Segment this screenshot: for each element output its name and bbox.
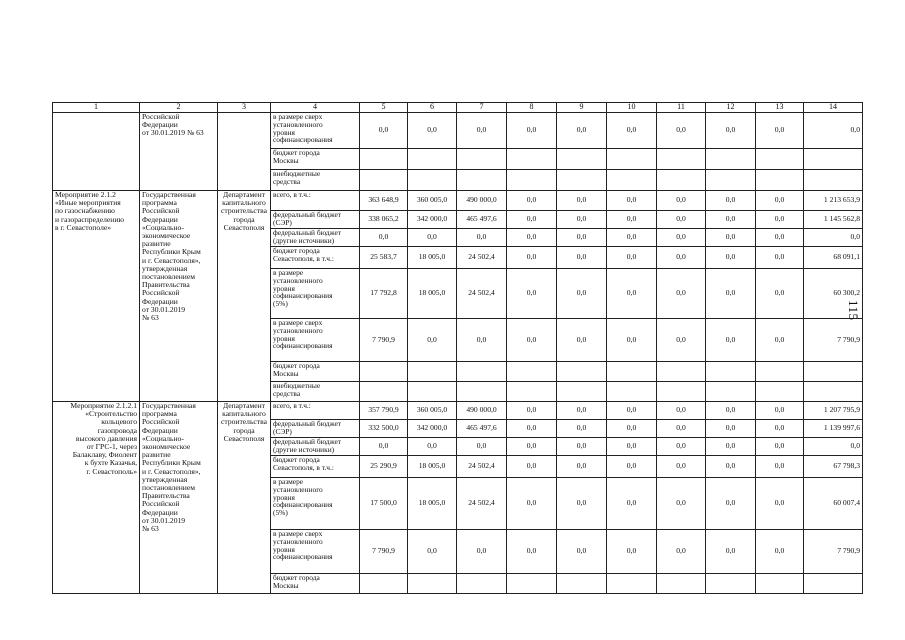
funding-source-cell: в размере установленного уровня софинансирования (5%): [271, 269, 360, 319]
total-cell: 68 091,1: [804, 247, 863, 269]
amount-cell: 0,0: [557, 229, 607, 247]
amount-cell: 0,0: [756, 456, 804, 478]
funding-source-cell: бюджет города Москвы: [271, 149, 360, 170]
amount-cell: 0,0: [706, 229, 756, 247]
program-cell: Государственная программа Российской Федерации «Социально- экономическое развитие Республики Крым и г. Севастополя», утвержденная постановлением Правительства Российской Федерации от 30.01.2019 № 63: [140, 402, 218, 594]
amount-cell: 0,0: [408, 530, 457, 574]
column-number-12: 12: [706, 103, 756, 113]
amount-cell: [457, 362, 507, 382]
amount-cell: 0,0: [607, 211, 657, 229]
amount-cell: 490 000,0: [457, 191, 507, 211]
amount-cell: [557, 170, 607, 191]
amount-cell: 17 500,0: [360, 478, 408, 530]
amount-cell: 0,0: [756, 530, 804, 574]
funding-source-cell: федеральный бюджет (СЭР): [271, 211, 360, 229]
amount-cell: 0,0: [756, 478, 804, 530]
total-cell: 1 213 653,9: [804, 191, 863, 211]
amount-cell: [607, 574, 657, 594]
amount-cell: 0,0: [706, 211, 756, 229]
amount-cell: 363 648,9: [360, 191, 408, 211]
amount-cell: [557, 574, 607, 594]
amount-cell: 25 290,9: [360, 456, 408, 478]
total-cell: [804, 149, 863, 170]
column-number-1: 1: [53, 103, 140, 113]
funding-source-cell: федеральный бюджет (другие источники): [271, 229, 360, 247]
total-cell: 7 790,9: [804, 319, 863, 362]
amount-cell: 0,0: [657, 269, 706, 319]
funding-source-cell: внебюджетные средства: [271, 170, 360, 191]
table-row: [53, 191, 863, 211]
total-cell: 0,0: [804, 438, 863, 456]
amount-cell: 0,0: [507, 478, 557, 530]
amount-cell: 0,0: [557, 478, 607, 530]
amount-cell: 0,0: [507, 420, 557, 438]
amount-cell: [657, 382, 706, 402]
total-cell: 0,0: [804, 113, 863, 149]
amount-cell: 0,0: [706, 191, 756, 211]
measure-cell: Мероприятие 2.1.2.1 «Строительство кольцевого газопровода высокого давления от ГРС-1, через Балаклаву, Фиолент к бухте Казачья, г. Севастополь»: [53, 402, 140, 594]
amount-cell: 490 000,0: [457, 402, 507, 420]
amount-cell: [360, 574, 408, 594]
measure-cell: [53, 113, 140, 191]
amount-cell: [756, 170, 804, 191]
amount-cell: 0,0: [557, 530, 607, 574]
amount-cell: 0,0: [657, 229, 706, 247]
amount-cell: 0,0: [756, 229, 804, 247]
amount-cell: 0,0: [706, 478, 756, 530]
amount-cell: [360, 149, 408, 170]
amount-cell: [557, 382, 607, 402]
total-cell: [804, 170, 863, 191]
funding-source-cell: всего, в т.ч.:: [271, 191, 360, 211]
amount-cell: [756, 149, 804, 170]
amount-cell: 0,0: [557, 191, 607, 211]
amount-cell: 0,0: [756, 420, 804, 438]
total-cell: 0,0: [804, 229, 863, 247]
amount-cell: 0,0: [507, 456, 557, 478]
funding-source-cell: в размере сверх установленного уровня софинансирования: [271, 319, 360, 362]
amount-cell: [706, 574, 756, 594]
amount-cell: [756, 362, 804, 382]
amount-cell: [408, 362, 457, 382]
funding-source-cell: бюджет города Москвы: [271, 574, 360, 594]
amount-cell: 0,0: [756, 319, 804, 362]
amount-cell: 0,0: [706, 402, 756, 420]
amount-cell: 7 790,9: [360, 319, 408, 362]
funding-source-cell: бюджет города Севастополя, в т.ч.:: [271, 247, 360, 269]
amount-cell: 0,0: [657, 319, 706, 362]
column-number-11: 11: [657, 103, 706, 113]
amount-cell: [607, 149, 657, 170]
measure-cell: Мероприятие 2.1.2 «Иные мероприятия по газоснабжению и газораспределению в г. Севастополе»: [53, 191, 140, 402]
amount-cell: 0,0: [607, 456, 657, 478]
amount-cell: 0,0: [657, 456, 706, 478]
amount-cell: 0,0: [408, 319, 457, 362]
amount-cell: 0,0: [507, 191, 557, 211]
amount-cell: 0,0: [756, 269, 804, 319]
amount-cell: [360, 362, 408, 382]
amount-cell: 0,0: [607, 530, 657, 574]
amount-cell: [360, 170, 408, 191]
amount-cell: 0,0: [457, 113, 507, 149]
amount-cell: 0,0: [360, 229, 408, 247]
amount-cell: 0,0: [557, 247, 607, 269]
column-number-13: 13: [756, 103, 804, 113]
amount-cell: 18 005,0: [408, 456, 457, 478]
amount-cell: 0,0: [557, 402, 607, 420]
table-row: [53, 113, 863, 149]
amount-cell: [408, 170, 457, 191]
amount-cell: [657, 574, 706, 594]
amount-cell: [607, 382, 657, 402]
amount-cell: 0,0: [507, 402, 557, 420]
total-cell: 67 798,3: [804, 456, 863, 478]
column-number-14: 14: [804, 103, 863, 113]
amount-cell: 0,0: [706, 438, 756, 456]
funding-source-cell: в размере сверх установленного уровня софинансирования: [271, 530, 360, 574]
funding-source-cell: бюджет города Москвы: [271, 362, 360, 382]
total-cell: 7 790,9: [804, 530, 863, 574]
amount-cell: 7 790,9: [360, 530, 408, 574]
funding-source-cell: в размере установленного уровня софинансирования (5%): [271, 478, 360, 530]
amount-cell: [457, 574, 507, 594]
funding-source-cell: всего, в т.ч.:: [271, 402, 360, 420]
amount-cell: 0,0: [607, 247, 657, 269]
amount-cell: 0,0: [457, 530, 507, 574]
amount-cell: 18 005,0: [408, 247, 457, 269]
column-number-6: 6: [408, 103, 457, 113]
amount-cell: 0,0: [607, 319, 657, 362]
amount-cell: 0,0: [507, 211, 557, 229]
total-cell: [804, 574, 863, 594]
amount-cell: 0,0: [657, 113, 706, 149]
amount-cell: [507, 382, 557, 402]
amount-cell: 360 005,0: [408, 402, 457, 420]
amount-cell: 0,0: [507, 438, 557, 456]
amount-cell: 0,0: [557, 113, 607, 149]
amount-cell: 360 005,0: [408, 191, 457, 211]
amount-cell: 0,0: [557, 420, 607, 438]
amount-cell: [607, 170, 657, 191]
amount-cell: [706, 382, 756, 402]
amount-cell: [457, 382, 507, 402]
funding-source-cell: федеральный бюджет (СЭР): [271, 420, 360, 438]
amount-cell: 0,0: [706, 269, 756, 319]
funding-source-cell: внебюджетные средства: [271, 382, 360, 402]
column-number-2: 2: [140, 103, 218, 113]
amount-cell: [756, 382, 804, 402]
amount-cell: [557, 362, 607, 382]
amount-cell: 0,0: [408, 438, 457, 456]
amount-cell: 0,0: [657, 438, 706, 456]
amount-cell: 0,0: [657, 191, 706, 211]
total-cell: [804, 382, 863, 402]
amount-cell: [507, 149, 557, 170]
column-number-9: 9: [557, 103, 607, 113]
amount-cell: [657, 362, 706, 382]
total-cell: 60 007,4: [804, 478, 863, 530]
amount-cell: 342 000,0: [408, 420, 457, 438]
amount-cell: 25 583,7: [360, 247, 408, 269]
amount-cell: [756, 574, 804, 594]
amount-cell: 332 500,0: [360, 420, 408, 438]
amount-cell: 0,0: [607, 402, 657, 420]
amount-cell: 0,0: [706, 420, 756, 438]
amount-cell: 0,0: [360, 113, 408, 149]
amount-cell: 0,0: [507, 229, 557, 247]
amount-cell: 0,0: [607, 478, 657, 530]
amount-cell: 0,0: [607, 229, 657, 247]
total-cell: 1 145 562,8: [804, 211, 863, 229]
amount-cell: 0,0: [657, 420, 706, 438]
amount-cell: [408, 149, 457, 170]
amount-cell: 18 005,0: [408, 478, 457, 530]
amount-cell: 0,0: [557, 319, 607, 362]
amount-cell: 0,0: [408, 113, 457, 149]
amount-cell: [706, 170, 756, 191]
amount-cell: [607, 362, 657, 382]
amount-cell: [557, 149, 607, 170]
amount-cell: 338 065,2: [360, 211, 408, 229]
amount-cell: [657, 170, 706, 191]
amount-cell: 0,0: [657, 402, 706, 420]
amount-cell: 0,0: [706, 113, 756, 149]
executor-cell: [218, 113, 271, 191]
program-cell: Государственная программа Российской Федерации «Социально- экономическое развитие Республики Крым и г. Севастополя», утвержденная постановлением Правительства Российской Федерации от 30.01.2019 № 63: [140, 191, 218, 402]
amount-cell: 0,0: [507, 247, 557, 269]
amount-cell: 0,0: [457, 438, 507, 456]
amount-cell: 0,0: [607, 113, 657, 149]
amount-cell: 0,0: [607, 191, 657, 211]
amount-cell: 0,0: [557, 211, 607, 229]
column-number-10: 10: [607, 103, 657, 113]
amount-cell: 0,0: [706, 247, 756, 269]
amount-cell: 0,0: [706, 319, 756, 362]
amount-cell: 0,0: [756, 402, 804, 420]
program-cell: Российской Федерации от 30.01.2019 № 63: [140, 113, 218, 191]
column-number-3: 3: [218, 103, 271, 113]
amount-cell: 24 502,4: [457, 247, 507, 269]
amount-cell: 0,0: [756, 113, 804, 149]
amount-cell: 0,0: [607, 420, 657, 438]
amount-cell: 0,0: [706, 456, 756, 478]
amount-cell: 0,0: [557, 269, 607, 319]
amount-cell: 465 497,6: [457, 420, 507, 438]
amount-cell: [657, 149, 706, 170]
amount-cell: [408, 382, 457, 402]
amount-cell: [706, 362, 756, 382]
amount-cell: 0,0: [657, 211, 706, 229]
amount-cell: 18 005,0: [408, 269, 457, 319]
amount-cell: 0,0: [457, 319, 507, 362]
amount-cell: 0,0: [706, 530, 756, 574]
amount-cell: 0,0: [607, 269, 657, 319]
column-number-8: 8: [507, 103, 557, 113]
funding-source-cell: в размере сверх установленного уровня софинансирования: [271, 113, 360, 149]
amount-cell: [457, 149, 507, 170]
amount-cell: 0,0: [457, 229, 507, 247]
amount-cell: [507, 362, 557, 382]
budget-table: [52, 102, 863, 594]
amount-cell: 0,0: [657, 478, 706, 530]
amount-cell: 357 790,9: [360, 402, 408, 420]
funding-source-cell: федеральный бюджет (другие источники): [271, 438, 360, 456]
total-cell: 60 300,2: [804, 269, 863, 319]
amount-cell: 0,0: [607, 438, 657, 456]
amount-cell: [360, 382, 408, 402]
amount-cell: 0,0: [657, 247, 706, 269]
amount-cell: 0,0: [507, 269, 557, 319]
amount-cell: 0,0: [756, 438, 804, 456]
amount-cell: 0,0: [408, 229, 457, 247]
amount-cell: [507, 574, 557, 594]
amount-cell: [457, 170, 507, 191]
table-body: [53, 113, 863, 594]
amount-cell: 0,0: [557, 456, 607, 478]
column-number-7: 7: [457, 103, 507, 113]
amount-cell: 24 502,4: [457, 456, 507, 478]
column-number-4: 4: [271, 103, 360, 113]
column-number-5: 5: [360, 103, 408, 113]
amount-cell: 0,0: [756, 191, 804, 211]
amount-cell: 24 502,4: [457, 478, 507, 530]
executor-cell: Департамент капитального строительства города Севастополя: [218, 402, 271, 594]
amount-cell: 0,0: [507, 113, 557, 149]
amount-cell: 0,0: [557, 438, 607, 456]
amount-cell: [408, 574, 457, 594]
amount-cell: [507, 170, 557, 191]
total-cell: [804, 362, 863, 382]
executor-cell: Департамент капитального строительства города Севастополя: [218, 191, 271, 402]
total-cell: 1 139 997,6: [804, 420, 863, 438]
table-row: [53, 402, 863, 420]
page-number: 115: [846, 300, 861, 321]
column-number-row: [53, 103, 863, 113]
total-cell: 1 207 795,9: [804, 402, 863, 420]
amount-cell: [706, 149, 756, 170]
amount-cell: 0,0: [657, 530, 706, 574]
amount-cell: 465 497,6: [457, 211, 507, 229]
amount-cell: 0,0: [507, 319, 557, 362]
amount-cell: 0,0: [756, 247, 804, 269]
amount-cell: 342 000,0: [408, 211, 457, 229]
amount-cell: 0,0: [360, 438, 408, 456]
funding-source-cell: бюджет города Севастополя, в т.ч.:: [271, 456, 360, 478]
amount-cell: 0,0: [507, 530, 557, 574]
amount-cell: 24 502,4: [457, 269, 507, 319]
amount-cell: 17 792,8: [360, 269, 408, 319]
amount-cell: 0,0: [756, 211, 804, 229]
